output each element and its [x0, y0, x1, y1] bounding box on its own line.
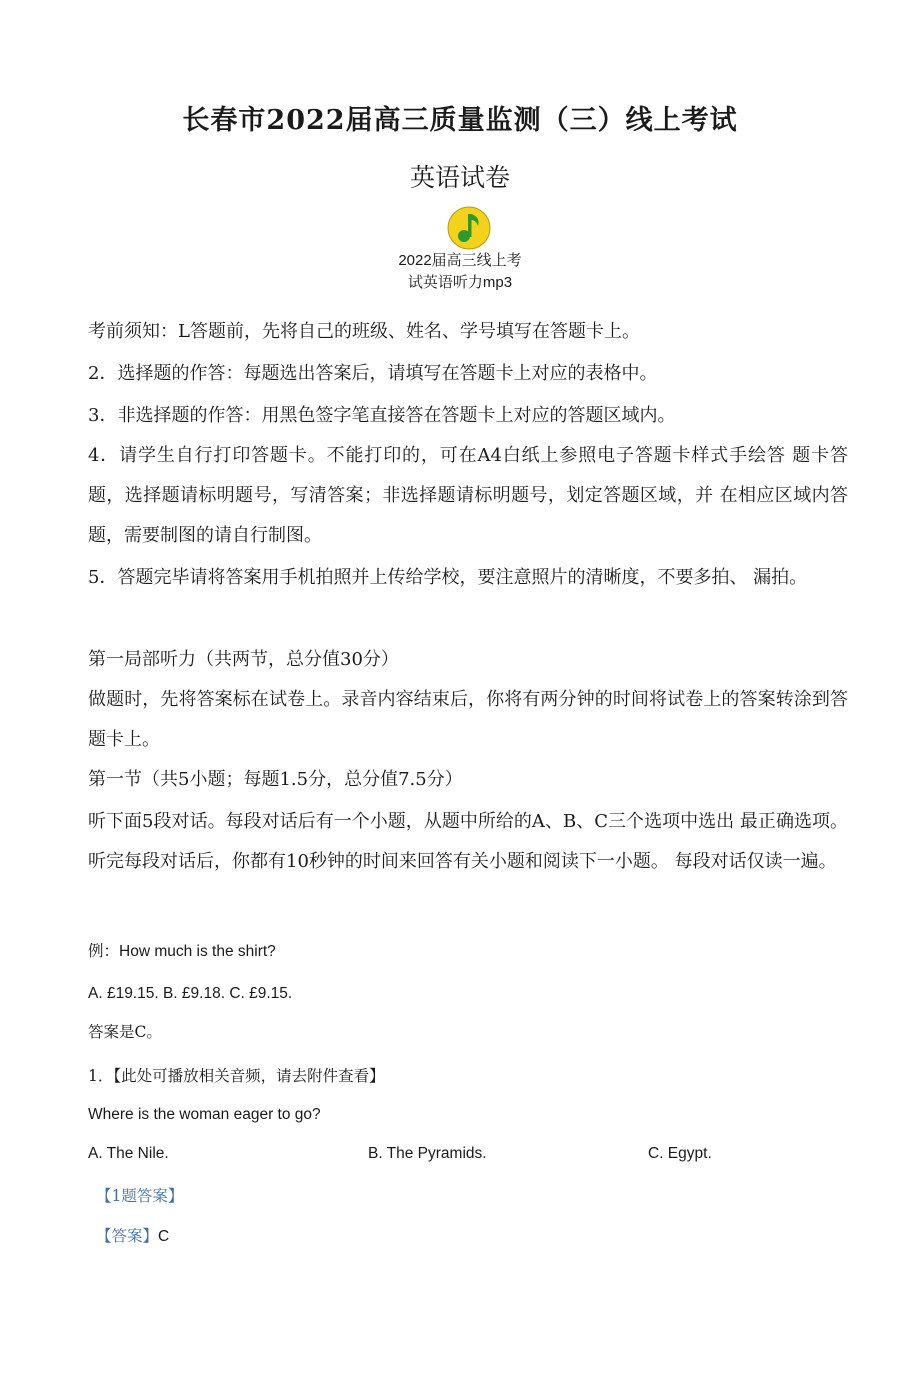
page-subtitle: 英语试卷	[409, 163, 510, 192]
notice-4: 4．请学生自行打印答题卡。不能打印的，可在A4白纸上参照电子答题卡样式手绘答 题卡答题，选择题请标明题号，写清答案；非选择题请标明题号，划定答题区域，并 在相应区域内答题，需要制图的请自行制图。	[88, 445, 848, 546]
part1-instruction: 做题时，先将答案标在试卷上。录音内容结束后，你将有两分钟的时间将试卷上的答案转涂到答题卡上。	[88, 689, 848, 750]
question-1-answer-heading: 【1题答案】	[96, 1187, 184, 1205]
example-options: A. £19.15. B. £9.18. C. £9.15.	[88, 985, 293, 1002]
section1-instruction: 听下面5段对话。每段对话后有一个小题，从题中所给的A、B、C三个选项中选出 最正确选项。听完每段对话后，你都有10秒钟的时间来回答有关小题和阅读下一小题。 每段对话仅读一遍。	[88, 811, 848, 872]
example-answer: 答案是C。	[88, 1023, 162, 1041]
question-1-option-b: B. The Pyramids.	[368, 1145, 487, 1162]
audio-attachment-caption[interactable]	[360, 250, 560, 294]
question-1-audio-prompt[interactable]: 1．【此处可播放相关音频，请去附件查看】	[88, 1067, 385, 1085]
page-title: 长春市2022届高三质量监测（三）线上考试	[182, 105, 738, 136]
notice-5: 5．答题完毕请将答案用手机拍照并上传给学校，要注意照片的清晰度，不要多拍、 漏拍。	[88, 567, 808, 588]
question-1-option-a: A. The Nile.	[88, 1145, 169, 1162]
audio-caption-line2: 试英语听力mp3	[407, 274, 513, 291]
section1-heading: 第一节（共5小题；每题1.5分，总分值7.5分）	[88, 769, 463, 790]
question-1-option-c: C. Egypt.	[648, 1145, 712, 1162]
question-1-answer	[96, 1224, 169, 1249]
answer-value: C	[158, 1228, 170, 1245]
part1-heading: 第一局部听力（共两节，总分值30分）	[88, 649, 399, 670]
audio-caption-line1: 2022届高三线上考	[398, 252, 522, 269]
notice-1: 考前须知：L答题前，先将自己的班级、姓名、学号填写在答题卡上。	[88, 321, 640, 342]
answer-label: 【答案】	[96, 1227, 159, 1245]
music-note-icon[interactable]	[446, 205, 492, 251]
question-1-text: Where is the woman eager to go?	[88, 1106, 321, 1123]
example-question: 例：How much is the shirt?	[88, 943, 276, 960]
notice-3: 3．非选择题的作答：用黑色签字笔直接答在答题卡上对应的答题区域内。	[88, 405, 676, 426]
notice-2: 2．选择题的作答：每题选出答案后，请填写在答题卡上对应的表格中。	[88, 363, 658, 384]
